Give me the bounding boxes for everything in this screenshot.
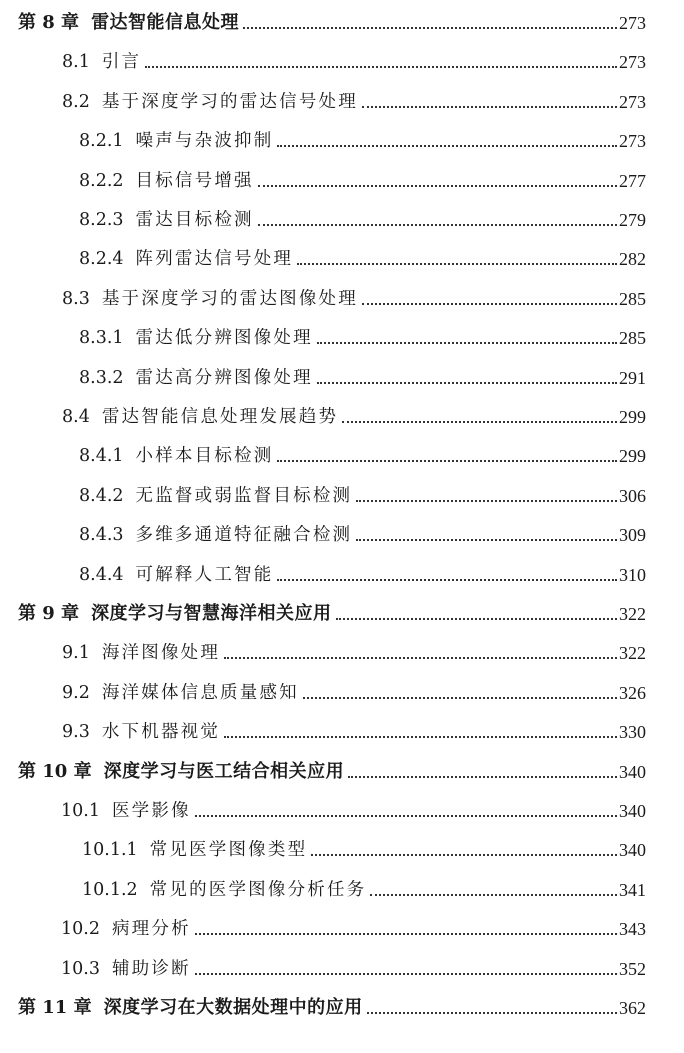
toc-entry-page-number: 279 [619, 210, 646, 230]
toc-entry-number: 10.2 [61, 919, 100, 940]
toc-entry[interactable] [18, 993, 646, 1019]
toc-entry-number: 8.2 [62, 91, 90, 112]
toc-entry-number: 8.4 [62, 407, 90, 427]
toc-entry[interactable] [79, 323, 646, 349]
toc-entry-number: 8.2.3 [79, 210, 124, 230]
toc-entry[interactable] [79, 520, 646, 546]
dot-leader [145, 66, 617, 68]
toc-entry-number: 8.3.2 [79, 367, 124, 388]
toc-entry[interactable] [79, 560, 646, 586]
toc-entry-number: 8.3.1 [79, 328, 124, 349]
toc-entry-page-number: 299 [619, 446, 646, 467]
toc-entry-title: 海洋媒体信息质量感知 [101, 682, 299, 703]
toc-entry-number: 8.3 [62, 288, 90, 309]
toc-entry[interactable] [62, 284, 646, 310]
toc-entry-number: 9.1 [62, 643, 90, 664]
toc-entry-number: 第 10 章 [18, 760, 92, 782]
toc-entry[interactable] [61, 914, 646, 940]
dot-leader [303, 697, 617, 699]
toc-entry-title: 阵列雷达信号处理 [135, 249, 294, 270]
toc-entry[interactable] [61, 954, 646, 980]
dot-leader [348, 776, 617, 778]
toc-entry-title: 雷达智能信息处理发展趋势 [101, 407, 339, 427]
toc-entry-title: 无监督或弱监督目标检测 [135, 485, 353, 506]
toc-entry[interactable] [82, 875, 646, 901]
toc-entry[interactable] [82, 835, 646, 861]
toc-entry-title: 可解释人工智能 [135, 564, 274, 585]
toc-entry[interactable] [62, 47, 646, 73]
toc-entry-page-number: 285 [619, 328, 646, 349]
toc-entry-title: 水下机器视觉 [101, 722, 221, 743]
dot-leader [243, 27, 617, 29]
dot-leader [311, 854, 617, 856]
toc-entry-number: 10.1.1 [82, 840, 138, 861]
toc-entry-page-number: 306 [619, 485, 646, 506]
toc-entry-title: 基于深度学习的雷达图像处理 [101, 288, 358, 309]
toc-entry-number: 8.4.3 [79, 525, 124, 546]
toc-entry-number: 8.4.1 [79, 446, 124, 467]
toc-entry[interactable] [18, 599, 646, 625]
toc-entry[interactable] [79, 441, 646, 467]
toc-entry-page-number: 340 [619, 761, 646, 782]
toc-entry-title: 深度学习与医工结合相关应用 [103, 760, 345, 782]
toc-entry-title: 噪声与杂波抑制 [135, 131, 274, 152]
toc-entry-title: 深度学习与智慧海洋相关应用 [91, 603, 332, 624]
toc-entry[interactable] [79, 244, 646, 270]
dot-leader [367, 1012, 617, 1014]
toc-entry-title: 雷达目标检测 [135, 210, 254, 230]
toc-entry-number: 10.1.2 [82, 879, 138, 900]
toc-entry-number: 9.3 [62, 722, 90, 743]
dot-leader [342, 421, 617, 423]
toc-entry-title: 深度学习在大数据处理中的应用 [103, 997, 363, 1018]
dot-leader [258, 185, 617, 187]
toc-entry-page-number: 362 [619, 998, 646, 1018]
toc-entry[interactable] [61, 796, 646, 822]
toc-entry-title: 医学影像 [111, 801, 191, 821]
dot-leader [362, 303, 617, 305]
toc-entry-number: 第 8 章 [18, 12, 80, 33]
toc-entry-page-number: 341 [619, 879, 646, 900]
dot-leader [277, 145, 617, 147]
toc-entry[interactable] [18, 8, 646, 34]
toc-entry[interactable] [62, 717, 646, 743]
toc-entry-title: 目标信号增强 [135, 170, 254, 191]
dot-leader [195, 815, 617, 817]
toc-entry[interactable] [79, 126, 646, 152]
toc-entry-number: 10.3 [61, 958, 100, 979]
toc-entry-page-number: 352 [619, 958, 646, 979]
toc-entry-page-number: 273 [619, 52, 646, 73]
toc-entry-title: 常见医学图像类型 [149, 840, 308, 861]
toc-entry-title: 常见的医学图像分析任务 [149, 879, 367, 900]
toc-entry-page-number: 310 [619, 564, 646, 585]
toc-entry-page-number: 273 [619, 91, 646, 112]
toc-entry-page-number: 330 [619, 722, 646, 743]
toc-entry-number: 8.1 [62, 52, 90, 73]
toc-entry-title: 海洋图像处理 [101, 643, 221, 664]
toc-entry-number: 9.2 [62, 682, 90, 703]
toc-entry-number: 8.2.2 [79, 170, 124, 191]
dot-leader [195, 933, 617, 935]
dot-leader [297, 263, 617, 265]
toc-entry-page-number: 273 [619, 131, 646, 152]
toc-entry-page-number: 340 [619, 801, 646, 821]
toc-entry[interactable] [62, 402, 646, 428]
dot-leader [224, 736, 617, 738]
toc-entry[interactable] [62, 678, 646, 704]
toc-entry-number: 第 9 章 [18, 603, 80, 624]
toc-entry-page-number: 285 [619, 288, 646, 309]
dot-leader [317, 342, 617, 344]
dot-leader [356, 539, 617, 541]
dot-leader [370, 894, 617, 896]
toc-entry[interactable] [79, 481, 646, 507]
toc-entry-title: 基于深度学习的雷达信号处理 [101, 91, 358, 112]
toc-entry-page-number: 291 [619, 367, 646, 388]
dot-leader [317, 382, 617, 384]
dot-leader [277, 460, 617, 462]
dot-leader [224, 657, 617, 659]
toc-entry[interactable] [79, 363, 646, 389]
toc-entry-number: 8.2.1 [79, 131, 124, 152]
toc-entry-title: 雷达高分辨图像处理 [135, 367, 313, 388]
toc-entry-page-number: 322 [619, 643, 646, 664]
toc-entry-title: 多维多通道特征融合检测 [135, 525, 353, 546]
toc-entry-title: 雷达低分辨图像处理 [135, 328, 313, 349]
toc-entry-page-number: 343 [619, 919, 646, 940]
toc-entry-number: 8.4.4 [79, 564, 124, 585]
dot-leader [362, 106, 617, 108]
toc-entry-page-number: 326 [619, 682, 646, 703]
toc-entry-title: 病理分析 [111, 919, 191, 940]
toc-entry-page-number: 322 [619, 604, 646, 624]
toc-entry[interactable] [62, 638, 646, 664]
toc-entry-title: 辅助诊断 [111, 958, 191, 979]
toc-entry-title: 引言 [101, 52, 142, 73]
toc-entry-number: 8.4.2 [79, 485, 124, 506]
toc-entry-number: 第 11 章 [18, 997, 92, 1018]
toc-entry[interactable] [79, 205, 646, 231]
dot-leader [356, 500, 617, 502]
toc-entry[interactable] [62, 87, 646, 113]
toc-entry[interactable] [79, 166, 646, 192]
dot-leader [195, 973, 617, 975]
toc-entry-page-number: 309 [619, 525, 646, 546]
toc-entry-page-number: 299 [619, 407, 646, 427]
dot-leader [336, 618, 617, 620]
toc-entry-title: 雷达智能信息处理 [91, 12, 240, 33]
dot-leader [277, 579, 617, 581]
toc-entry[interactable] [18, 757, 646, 783]
toc-entry-title: 小样本目标检测 [135, 446, 274, 467]
dot-leader [258, 224, 617, 226]
toc-entry-page-number: 340 [619, 840, 646, 861]
toc-entry-page-number: 282 [619, 249, 646, 270]
toc-entry-number: 8.2.4 [79, 249, 124, 270]
toc-entry-number: 10.1 [61, 801, 100, 821]
toc-entry-page-number: 273 [619, 13, 646, 33]
toc-entry-page-number: 277 [619, 170, 646, 191]
